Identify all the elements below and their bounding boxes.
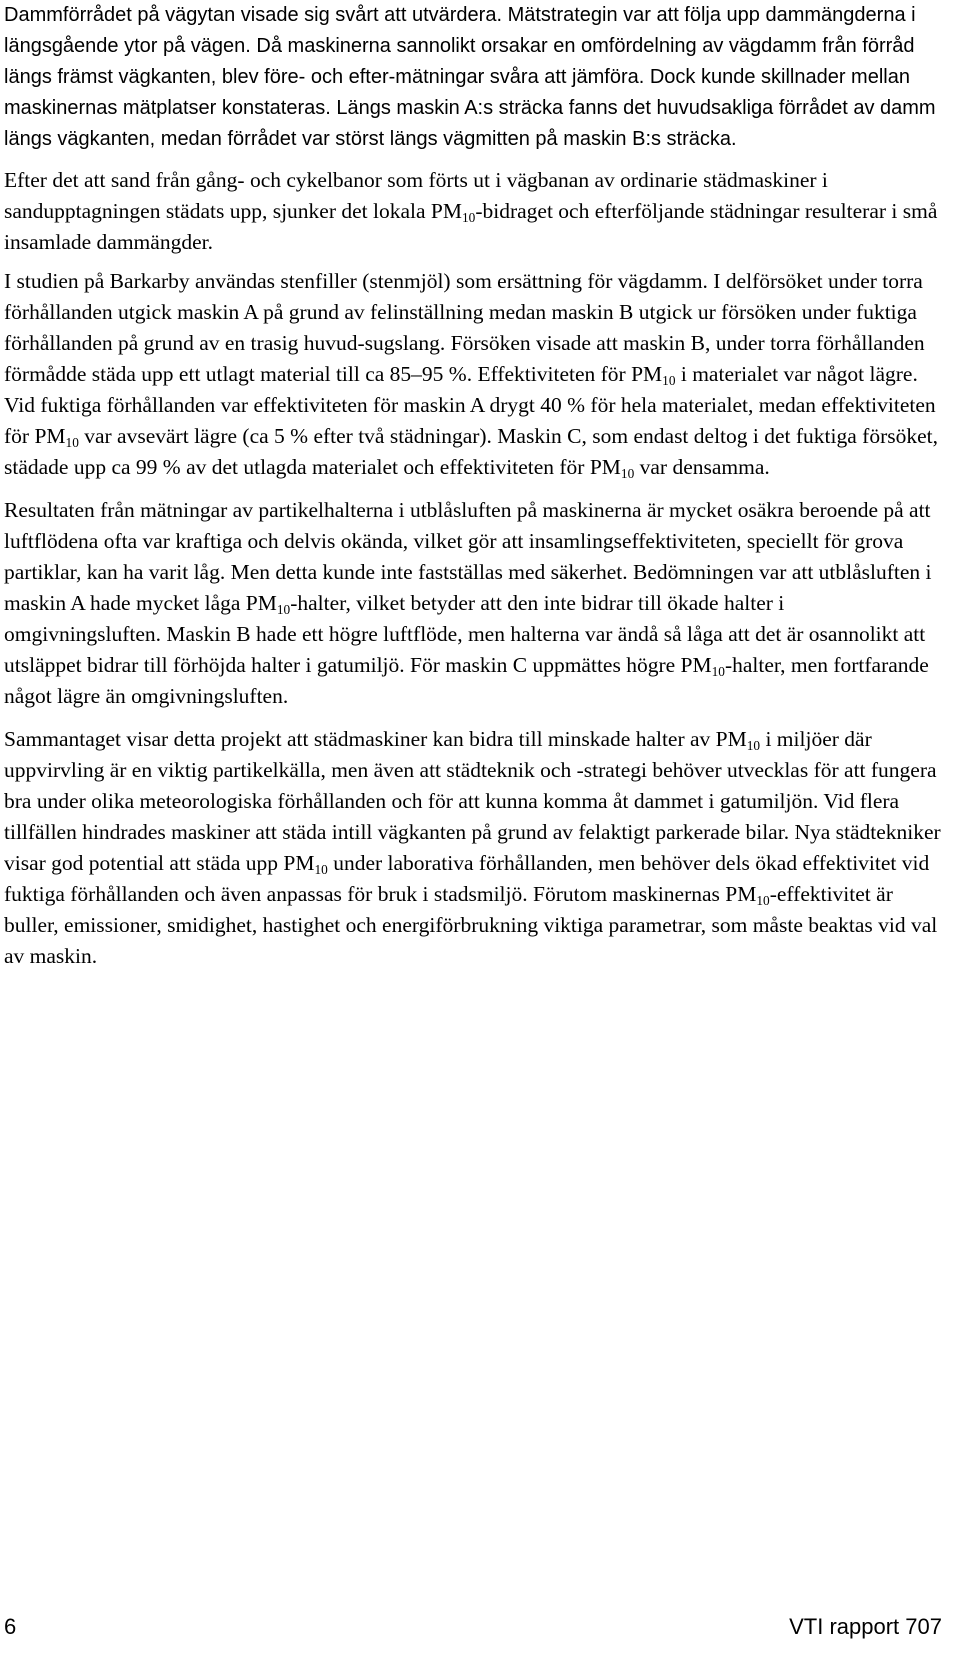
- paragraph-dust-supply: [4, 0, 944, 155]
- text-segment: i miljöer där uppvirvling är en viktig partikelkälla, men även att städteknik och -strategi behöver utvecklas för att fungera bra under olika meteorologiska förhållanden och för att kunna komma åt dammet i gatumiljön. Vid flera tillfällen hindrades maskiner att städa intill vägkanten på grund av felaktigt parkerade bilar. Nya städtekniker visar god potential att städa upp PM: [4, 727, 941, 875]
- paragraph-exhaust-results: [4, 495, 944, 712]
- text-segment: Dammförrådet på vägytan visade sig svårt att utvärdera. Mätstrategin var att följa upp dammängderna i längsgående ytor på vägen. Då maskinerna sannolikt orsakar en omfördelning av vägdamm från förråd längs främst vägkanten, blev före- och efter-mätningar svåra att jämföra. Dock kunde skillnader mellan maskinernas mätplatser konstateras. Längs maskin A:s sträcka fanns det huvudsakliga förrådet av damm längs vägkanten, medan förrådet var störst längs vägmitten på maskin B:s sträcka.: [4, 4, 936, 150]
- subscript-10: 10: [662, 372, 676, 388]
- subscript-10: 10: [276, 601, 291, 617]
- paragraph-summary: [4, 724, 944, 972]
- text-segment: i materialet var något lägre. Vid fuktiga förhållanden var effektiviteten för maskin A drygt 40 % för hela materialet, medan effektiviteten för PM: [4, 362, 936, 448]
- subscript-10: 10: [746, 737, 761, 753]
- text-segment: Sammantaget visar detta projekt att städmaskiner kan bidra till minskade halter av PM: [4, 727, 747, 751]
- text-segment: Efter det att sand från gång- och cykelbanor som förts ut i vägbanan av ordinarie städmaskiner i sandupptagningen städats upp, sjunker det lokala PM: [4, 168, 828, 223]
- text-segment: -effektivitet är buller, emissioner, smidighet, hastighet och energiförbrukning viktiga parametrar, som måste beaktas vid val av maskin.: [4, 882, 938, 968]
- page-number: 6: [4, 1614, 17, 1639]
- text-segment: under laborativa förhållanden, men behöver dels ökad effektivitet vid fuktiga förhållanden och även anpassas för bruk i stadsmiljö. Förutom maskinernas PM: [4, 851, 930, 906]
- body-text: [4, 0, 944, 972]
- subscript-10: 10: [620, 465, 635, 481]
- subscript-10: 10: [711, 663, 725, 679]
- subscript-10: 10: [756, 892, 770, 908]
- text-segment: Resultaten från mätningar av partikelhalterna i utblåsluften på maskinerna är mycket osäkra beroende på att luftflödena ofta var kraftiga och delvis okända, vilket gör att insamlingseffektiviteten, speciellt för grova partiklar, kan ha varit låg. Men detta kunde inte fastställas med säkerhet. Bedömningen var att utblåsluften i maskin A hade mycket låga PM: [4, 498, 932, 615]
- text-segment: I studien på Barkarby användas stenfiller (stenmjöl) som ersättning för vägdamm. I delförsöket under torra förhållanden utgick maskin A på grund av felinställning medan maskin B utgick ur försöken under fuktiga förhållanden på grund av en trasig huvud-sugslang. Försöken visade att maskin B, under torra förhållanden förmådde städa upp ett utlagt material till ca 85–95 %. Effektiviteten för PM: [4, 269, 925, 386]
- text-segment: -halter, men fortfarande något lägre än omgivningsluften.: [4, 653, 929, 708]
- text-segment: -bidraget och efterföljande städningar resulterar i små insamlade dammängder.: [4, 199, 938, 254]
- subscript-10: 10: [314, 861, 328, 877]
- text-segment: var densamma.: [634, 455, 770, 479]
- text-segment: var avsevärt lägre (ca 5 % efter två städningar). Maskin C, som endast deltog i det fuktiga försöket, städade upp ca 99 % av det utlagda materialet och effektiviteten för PM: [4, 424, 938, 479]
- paragraph-sand-cleanup: [4, 165, 944, 258]
- subscript-10: 10: [462, 209, 476, 225]
- text-segment: -halter, vilket betyder att den inte bidrar till ökade halter i omgivningsluften. Maskin B hade ett högre luftflöde, men halterna var ändå så låga att det är osannolikt att utsläppet bidrar till förhöjda halter i gatumiljö. För maskin C uppmättes högre PM: [4, 591, 926, 677]
- subscript-10: 10: [65, 434, 79, 450]
- paragraph-barkarby-study: [4, 266, 944, 483]
- report-name: VTI rapport 707: [789, 1614, 942, 1639]
